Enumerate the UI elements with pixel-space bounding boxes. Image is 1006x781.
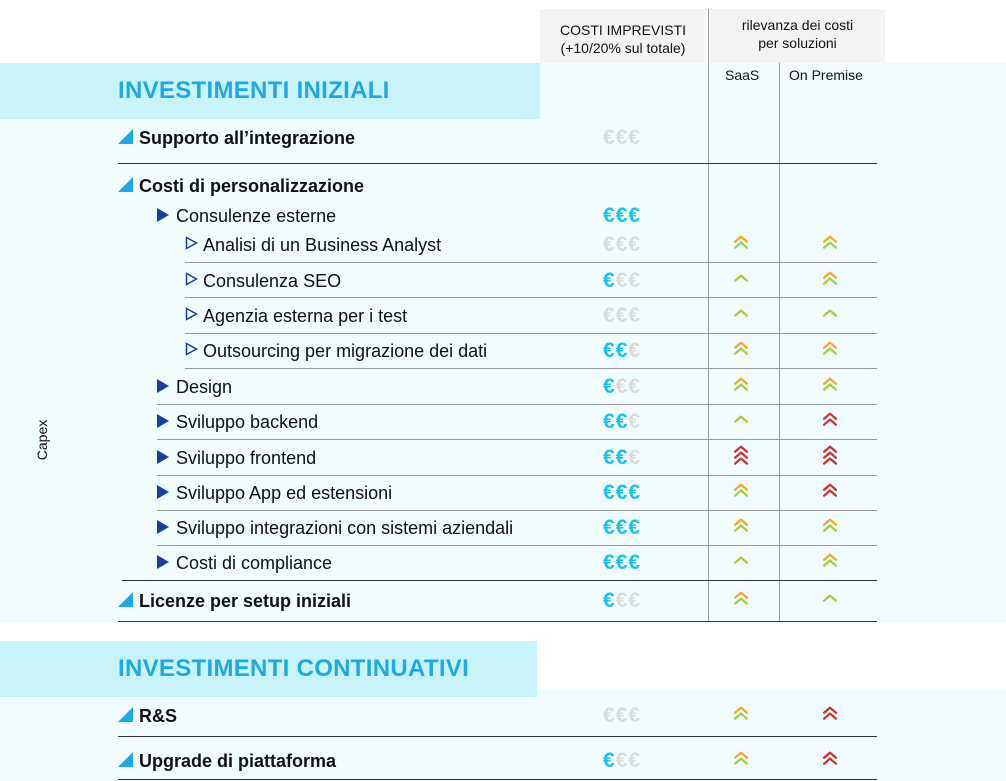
row-label-text: Licenze per setup iniziali bbox=[139, 591, 352, 611]
play-triangle-icon bbox=[157, 414, 169, 428]
euro-icon: € bbox=[615, 204, 629, 227]
euro-icon: € bbox=[603, 375, 616, 398]
row-label-text: Sviluppo integrazioni con sistemi aziendali bbox=[176, 518, 514, 538]
corner-triangle-icon bbox=[118, 177, 133, 192]
table-row-label bbox=[157, 552, 332, 574]
euro-icon: € bbox=[628, 339, 642, 362]
cost-rating bbox=[603, 375, 641, 399]
relevance-medium-icon bbox=[819, 550, 841, 577]
relevance-medium-icon bbox=[730, 703, 752, 730]
euro-icon: € bbox=[628, 589, 642, 612]
relevance-medium-icon bbox=[730, 748, 752, 775]
row-divider bbox=[157, 475, 877, 476]
euro-icon: € bbox=[615, 516, 629, 539]
header-costi-line2: (+10/20% sul totale) bbox=[560, 40, 686, 56]
row-divider bbox=[118, 621, 877, 622]
cost-rating bbox=[603, 551, 641, 575]
euro-icon: € bbox=[603, 704, 616, 727]
relevance-high-icon bbox=[819, 703, 841, 730]
relevance-medium-icon bbox=[819, 338, 841, 365]
relevance-very-high-icon bbox=[730, 445, 752, 472]
euro-icon: € bbox=[615, 375, 629, 398]
cost-rating bbox=[603, 126, 641, 150]
table-row-label bbox=[157, 517, 513, 539]
grid-line bbox=[708, 9, 709, 621]
relevance-low-icon bbox=[730, 303, 752, 330]
cost-rating bbox=[603, 269, 641, 293]
row-divider bbox=[157, 404, 877, 405]
table-row-label bbox=[157, 411, 318, 433]
section-title: INVESTIMENTI INIZIALI bbox=[0, 63, 540, 119]
row-label-text: Sviluppo backend bbox=[176, 412, 319, 432]
outline-triangle-icon bbox=[185, 307, 198, 321]
row-label-text: R&S bbox=[139, 706, 178, 726]
relevance-medium-icon bbox=[819, 515, 841, 542]
euro-icon: € bbox=[603, 481, 616, 504]
euro-icon: € bbox=[615, 233, 629, 256]
cost-rating bbox=[603, 704, 641, 728]
row-label-text: Supporto all’integrazione bbox=[139, 128, 356, 148]
euro-icon: € bbox=[615, 704, 629, 727]
euro-icon: € bbox=[628, 704, 642, 727]
euro-icon: € bbox=[628, 204, 642, 227]
euro-icon: € bbox=[615, 446, 629, 469]
cost-rating bbox=[603, 516, 641, 540]
euro-icon: € bbox=[603, 304, 616, 327]
relevance-medium-icon bbox=[819, 232, 841, 259]
row-label-text: Upgrade di piattaforma bbox=[139, 751, 337, 771]
relevance-high-icon bbox=[819, 748, 841, 775]
row-divider bbox=[185, 297, 877, 298]
cost-rating bbox=[603, 589, 641, 613]
outline-triangle-icon bbox=[185, 272, 198, 286]
row-label-text: Agenzia esterna per i test bbox=[203, 306, 408, 326]
corner-triangle-icon bbox=[118, 129, 133, 144]
euro-icon: € bbox=[615, 339, 629, 362]
euro-icon: € bbox=[603, 410, 616, 433]
relevance-low-icon bbox=[819, 303, 841, 330]
cost-rating bbox=[603, 410, 641, 434]
euro-icon: € bbox=[628, 375, 642, 398]
header-rel-line1: rilevanza dei costi bbox=[741, 17, 854, 33]
euro-icon: € bbox=[615, 589, 629, 612]
header-costi-line1: COSTI IMPREVISTI bbox=[559, 22, 686, 38]
relevance-medium-icon bbox=[730, 480, 752, 507]
relevance-medium-icon bbox=[819, 374, 841, 401]
cost-rating bbox=[603, 446, 641, 470]
section-title: INVESTIMENTI CONTINUATIVI bbox=[0, 641, 537, 697]
column-saas: SaaS bbox=[725, 67, 760, 83]
play-triangle-icon bbox=[157, 208, 169, 222]
table-row-label bbox=[157, 482, 392, 504]
table-row-label bbox=[118, 127, 355, 149]
play-triangle-icon bbox=[157, 450, 169, 464]
header-rilevanza bbox=[710, 9, 885, 63]
cost-rating bbox=[603, 233, 641, 257]
euro-icon: € bbox=[603, 126, 616, 149]
euro-icon: € bbox=[603, 233, 616, 256]
play-triangle-icon bbox=[157, 555, 169, 569]
table-row-label bbox=[157, 447, 316, 469]
cost-rating bbox=[603, 339, 641, 363]
euro-icon: € bbox=[615, 126, 629, 149]
euro-icon: € bbox=[603, 269, 616, 292]
cost-rating bbox=[603, 304, 641, 328]
row-divider bbox=[157, 510, 877, 511]
row-divider bbox=[118, 163, 877, 164]
euro-icon: € bbox=[603, 339, 616, 362]
relevance-low-icon bbox=[819, 588, 841, 615]
euro-icon: € bbox=[628, 269, 642, 292]
euro-icon: € bbox=[615, 269, 629, 292]
relevance-medium-icon bbox=[730, 588, 752, 615]
table-row-label bbox=[185, 234, 441, 256]
corner-triangle-icon bbox=[118, 592, 133, 607]
euro-icon: € bbox=[628, 481, 642, 504]
euro-icon: € bbox=[628, 551, 642, 574]
row-divider bbox=[185, 368, 877, 369]
row-divider bbox=[157, 545, 877, 546]
side-label-capex: Capex bbox=[34, 419, 50, 461]
table-row-label bbox=[118, 750, 336, 772]
play-triangle-icon bbox=[157, 379, 169, 393]
euro-icon: € bbox=[603, 446, 616, 469]
euro-icon: € bbox=[628, 410, 642, 433]
euro-icon: € bbox=[628, 749, 642, 772]
header-costi-imprevisti bbox=[540, 9, 706, 63]
relevance-high-icon bbox=[819, 480, 841, 507]
row-divider bbox=[157, 439, 877, 440]
table-row-label bbox=[185, 270, 341, 292]
euro-icon: € bbox=[603, 749, 616, 772]
euro-icon: € bbox=[628, 304, 642, 327]
table-row-label bbox=[118, 705, 177, 727]
euro-icon: € bbox=[603, 551, 616, 574]
outline-triangle-icon bbox=[185, 236, 198, 250]
euro-icon: € bbox=[603, 204, 616, 227]
relevance-low-icon bbox=[730, 268, 752, 295]
euro-icon: € bbox=[603, 589, 616, 612]
column-on-premise: On Premise bbox=[789, 67, 863, 83]
row-label-text: Sviluppo App ed estensioni bbox=[176, 483, 393, 503]
euro-icon: € bbox=[628, 233, 642, 256]
play-triangle-icon bbox=[157, 485, 169, 499]
euro-icon: € bbox=[628, 446, 642, 469]
play-triangle-icon bbox=[157, 520, 169, 534]
relevance-very-high-icon bbox=[819, 445, 841, 472]
relevance-low-icon bbox=[730, 409, 752, 436]
row-label-text: Design bbox=[176, 377, 233, 397]
row-divider bbox=[122, 580, 877, 581]
euro-icon: € bbox=[615, 304, 629, 327]
row-label-text: Outsourcing per migrazione dei dati bbox=[203, 341, 488, 361]
table-row-label bbox=[118, 590, 351, 612]
row-label-text: Costi di personalizzazione bbox=[139, 176, 365, 196]
relevance-medium-icon bbox=[730, 232, 752, 259]
row-label-text: Analisi di un Business Analyst bbox=[203, 235, 442, 255]
row-label-text: Costi di compliance bbox=[176, 553, 333, 573]
table-row-label bbox=[157, 376, 232, 398]
row-divider bbox=[185, 333, 877, 334]
table-row-label bbox=[157, 205, 336, 227]
table-row-label bbox=[185, 305, 407, 327]
relevance-medium-icon bbox=[819, 268, 841, 295]
grid-line bbox=[779, 63, 780, 621]
euro-icon: € bbox=[615, 551, 629, 574]
table-row-label bbox=[185, 340, 487, 362]
row-label-text: Sviluppo frontend bbox=[176, 448, 317, 468]
euro-icon: € bbox=[603, 516, 616, 539]
cost-rating bbox=[603, 204, 641, 228]
euro-icon: € bbox=[615, 481, 629, 504]
relevance-low-icon bbox=[730, 550, 752, 577]
row-label-text: Consulenze esterne bbox=[176, 206, 337, 226]
row-divider bbox=[185, 262, 877, 263]
relevance-medium-icon bbox=[730, 515, 752, 542]
euro-icon: € bbox=[615, 410, 629, 433]
cost-rating bbox=[603, 749, 641, 773]
cost-rating bbox=[603, 481, 641, 505]
relevance-medium-icon bbox=[730, 374, 752, 401]
header-rel-line2: per soluzioni bbox=[758, 35, 837, 51]
relevance-high-icon bbox=[819, 409, 841, 436]
outline-triangle-icon bbox=[185, 342, 198, 356]
table-row-label bbox=[118, 175, 364, 197]
euro-icon: € bbox=[628, 126, 642, 149]
corner-triangle-icon bbox=[118, 707, 133, 722]
euro-icon: € bbox=[615, 749, 629, 772]
row-divider bbox=[118, 779, 877, 780]
relevance-medium-icon bbox=[730, 338, 752, 365]
row-label-text: Consulenza SEO bbox=[203, 271, 342, 291]
corner-triangle-icon bbox=[118, 752, 133, 767]
euro-icon: € bbox=[628, 516, 642, 539]
row-divider bbox=[118, 736, 877, 737]
